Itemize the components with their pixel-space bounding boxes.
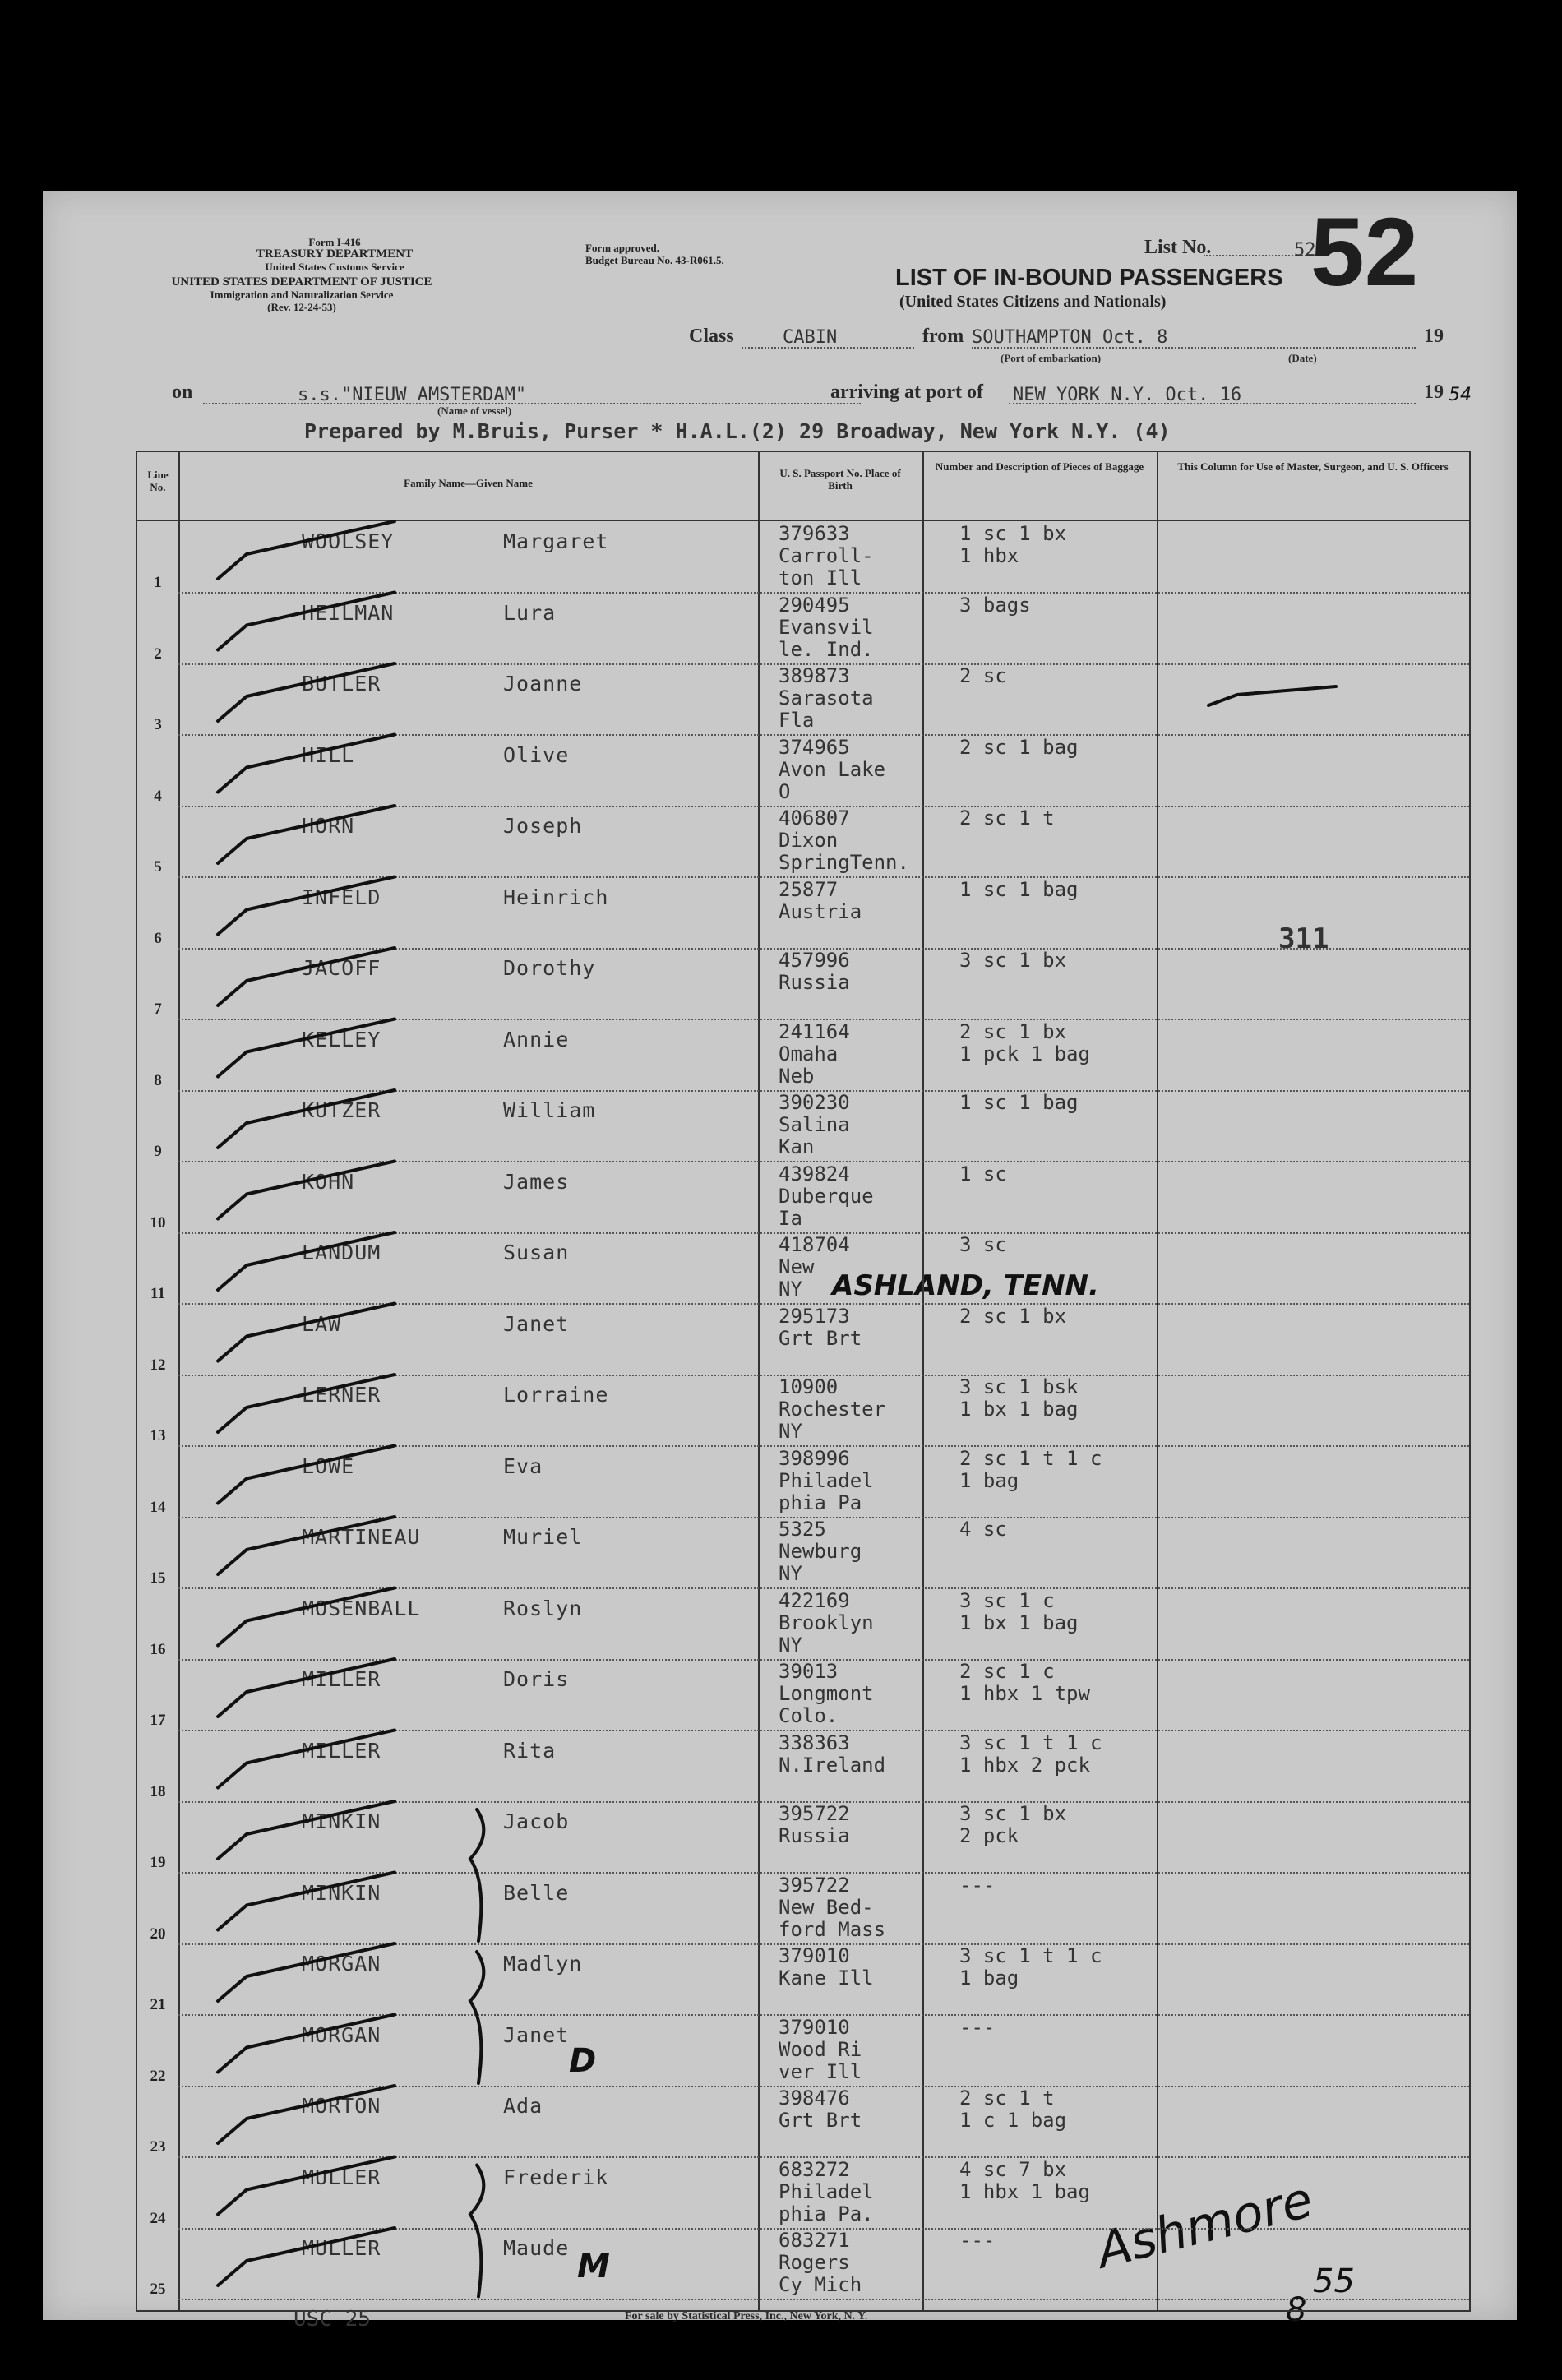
passport-place: 683272 Philadel phia Pa. <box>779 2157 874 2225</box>
line-number: 2 <box>154 645 162 663</box>
baggage: 4 sc <box>959 1518 1007 1541</box>
family-name: KOHN <box>302 1169 355 1194</box>
line-number: 9 <box>154 1143 162 1160</box>
date-sub: (Date) <box>1288 352 1317 364</box>
given-name: Rita <box>503 1738 557 1763</box>
table-row <box>137 594 1469 665</box>
passport-place: 374965 Avon Lake O <box>779 735 886 803</box>
arriving-label: arriving at port of <box>830 381 983 403</box>
baggage: 3 bags <box>959 593 1031 617</box>
revision: (Rev. 12-24-53) <box>267 301 336 313</box>
given-name: Jacob <box>503 1809 570 1833</box>
form-header-left <box>125 236 478 313</box>
family-name: MORGAN <box>302 2022 381 2047</box>
table-row <box>137 1448 1469 1518</box>
family-name: MILLER <box>302 1667 381 1691</box>
family-name: LANDUM <box>302 1241 381 1264</box>
line-number: 24 <box>150 2209 166 2227</box>
baggage: 2 sc <box>959 664 1007 687</box>
passport-place: 406807 Dixon SpringTenn. <box>779 806 909 874</box>
line-number: 3 <box>154 716 162 733</box>
table-row <box>137 1732 1469 1803</box>
baggage: 3 sc 1 bsk 1 bx 1 bag <box>959 1375 1079 1421</box>
passport-place: 418704 New NY <box>779 1233 850 1301</box>
ashland-annotation: ASHLAND, TENN. <box>832 1269 1099 1302</box>
line-number: 13 <box>150 1427 166 1444</box>
year-1: 19 <box>1424 326 1444 347</box>
usc-code: USC 25 <box>293 2307 371 2331</box>
given-name: Belle <box>503 1880 570 1905</box>
line-number: 23 <box>150 2138 166 2156</box>
given-name: Heinrich <box>503 885 609 909</box>
passport-place: 379633 Carroll- ton Ill <box>779 522 874 589</box>
baggage: 3 sc 1 bx 2 pck <box>959 1802 1067 1847</box>
passport-place: 241164 Omaha Neb <box>779 1019 850 1088</box>
line-number: 14 <box>150 1498 166 1516</box>
year-2-handwritten: 54 <box>1449 385 1472 405</box>
printer-note: For sale by Statistical Press, Inc., New York, N. Y. <box>625 2310 868 2322</box>
baggage: 2 sc 1 bag <box>959 735 1079 759</box>
family-name: MINKIN <box>302 1809 381 1833</box>
baggage: 2 sc 1 t <box>959 806 1055 830</box>
passport-place: 290495 Evansvil le. Ind. <box>779 593 874 661</box>
line-number: 15 <box>150 1569 166 1587</box>
baggage: --- <box>959 2229 996 2252</box>
given-name: Roslyn <box>503 1596 583 1620</box>
table-row <box>137 737 1469 807</box>
signature-date: 55 <box>1313 2262 1355 2300</box>
officer-mark: 311 <box>1278 922 1329 955</box>
family-name: HORN <box>302 814 355 838</box>
family-name: LAW <box>302 1311 342 1336</box>
class-value: CABIN <box>783 327 838 348</box>
passport-place: 683271 Rogers Cy Mich <box>779 2229 862 2296</box>
line-number: 21 <box>150 1996 166 2013</box>
passport-place: 5325 Newburg NY <box>779 1518 862 1585</box>
line-number: 10 <box>150 1213 166 1232</box>
line-number: 11 <box>150 1285 165 1302</box>
line-number: 8 <box>154 1071 162 1089</box>
family-name: INFELD <box>302 885 381 909</box>
family-name: MULLER <box>302 2165 381 2189</box>
given-name: Janet <box>503 2022 570 2047</box>
family-name: MULLER <box>302 2236 381 2260</box>
line-number: 17 <box>150 1712 166 1729</box>
passport-place: 39013 Longmont Colo. <box>779 1660 874 1727</box>
family-name: MINKIN <box>302 1880 381 1905</box>
initial-m: M <box>577 2248 610 2285</box>
table-row <box>137 2230 1469 2300</box>
from-value: SOUTHAMPTON Oct. 8 <box>972 327 1168 348</box>
given-name: Madlyn <box>503 1952 583 1976</box>
line-number: 6 <box>154 929 162 947</box>
passport-place: 390230 Salina Kan <box>779 1091 850 1158</box>
family-name: LOWE <box>302 1453 355 1478</box>
passport-place: 398476 Grt Brt <box>779 2087 862 2132</box>
line-number: 12 <box>150 1356 166 1374</box>
from-label: from <box>922 326 964 347</box>
baggage: 1 sc 1 bag <box>959 1091 1079 1114</box>
page-title: LIST OF IN-BOUND PASSENGERS <box>895 265 1283 291</box>
baggage: 3 sc 1 bx <box>959 949 1067 972</box>
given-name: Eva <box>503 1453 543 1478</box>
signature: Ashmore <box>1091 2170 1319 2281</box>
family-name: HEILMAN <box>302 600 395 625</box>
header-name: Family Name—Given Name <box>404 477 533 489</box>
justice-dept: UNITED STATES DEPARTMENT OF JUSTICE <box>171 275 432 289</box>
line-number: 4 <box>154 787 162 805</box>
passport-place: 379010 Kane Ill <box>779 1944 874 1989</box>
budget-bureau: Budget Bureau No. 43-R061.5. <box>585 254 724 266</box>
baggage: 2 sc 1 t 1 c 1 bag <box>959 1446 1102 1492</box>
given-name: Frederik <box>503 2165 609 2189</box>
table-row <box>137 2087 1469 2158</box>
line-number: 19 <box>150 1854 166 1871</box>
passport-place: 398996 Philadel phia Pa <box>779 1446 874 1514</box>
table-row <box>137 1376 1469 1447</box>
baggage: 2 sc 1 bx <box>959 1304 1067 1328</box>
header-line-no: Line No. <box>147 469 169 493</box>
table-row <box>137 1163 1469 1234</box>
page-subtitle: (United States Citizens and Nationals) <box>899 293 1167 311</box>
given-name: Doris <box>503 1667 570 1691</box>
prepared-by: Prepared by M.Bruis, Purser * H.A.L.(2) 29 Broadway, New York N.Y. (4) <box>304 419 1171 443</box>
table-row <box>137 665 1469 736</box>
passport-place: 395722 Russia <box>779 1802 850 1847</box>
given-name: Joanne <box>503 672 583 696</box>
passport-place: 338363 N.Ireland <box>779 1731 886 1777</box>
baggage: --- <box>959 1873 996 1897</box>
table-row <box>137 1021 1469 1092</box>
given-name: Joseph <box>503 814 583 838</box>
passport-place: 395722 New Bed- ford Mass <box>779 1873 886 1941</box>
passport-place: 422169 Brooklyn NY <box>779 1588 874 1657</box>
baggage: 1 sc 1 bag <box>959 877 1079 901</box>
year-2: 19 <box>1424 381 1444 403</box>
passport-place: 389873 Sarasota Fla <box>779 664 874 732</box>
family-name: MORTON <box>302 2094 381 2118</box>
passport-place: 457996 Russia <box>779 949 850 994</box>
line-number: 1 <box>154 574 162 591</box>
given-name: Olive <box>503 742 570 767</box>
from-sub: (Port of embarkation) <box>1001 352 1102 364</box>
header-passport: U. S. Passport No. Place of Birth <box>779 467 901 492</box>
table-row <box>137 1306 1469 1376</box>
baggage: 1 sc 1 bx 1 hbx <box>959 522 1067 567</box>
list-no-typed: 52 <box>1294 240 1316 261</box>
table-row <box>137 1518 1469 1589</box>
given-name: Ada <box>503 2094 543 2118</box>
table-row <box>137 1234 1469 1305</box>
form-number: Form I-416 <box>308 236 361 248</box>
header-officers: This Column for Use of Master, Surgeon, and U. S. Officers <box>1177 460 1449 473</box>
family-name: MILLER <box>302 1738 381 1763</box>
form-approval <box>585 242 724 266</box>
given-name: William <box>503 1098 596 1122</box>
table-row <box>137 879 1469 950</box>
family-name: BUTLER <box>302 672 381 696</box>
line-number: 25 <box>150 2281 166 2298</box>
passenger-table <box>136 451 1471 2312</box>
family-name: MARTINEAU <box>302 1525 421 1549</box>
immigration-service: Immigration and Naturalization Service <box>210 289 394 301</box>
family-name: MOSENBALL <box>302 1596 421 1620</box>
given-name: Dorothy <box>503 956 596 980</box>
baggage: 2 sc 1 t 1 c 1 bag <box>959 2087 1067 2132</box>
baggage: 3 sc 1 c 1 bx 1 bag <box>959 1588 1079 1634</box>
table-row <box>137 2017 1469 2087</box>
line-number: 7 <box>154 1001 162 1018</box>
vessel-sub: (Name of vessel) <box>437 404 512 417</box>
family-name: LERNER <box>302 1383 381 1407</box>
family-name: KUTZER <box>302 1098 381 1122</box>
passport-place: 379010 Wood Ri ver Ill <box>779 2015 862 2083</box>
table-row <box>137 950 1469 1020</box>
family-name: HILL <box>302 742 355 767</box>
class-label: Class <box>689 326 734 347</box>
customs-service: United States Customs Service <box>265 261 404 273</box>
baggage: 2 sc 1 c 1 hbx 1 tpw <box>959 1660 1090 1705</box>
baggage: 2 sc 1 bx 1 pck 1 bag <box>959 1019 1090 1065</box>
table-row <box>137 1803 1469 1874</box>
table-row <box>137 523 1469 594</box>
table-row <box>137 807 1469 878</box>
given-name: James <box>503 1169 570 1194</box>
list-no-label: List No. <box>1144 237 1212 258</box>
passport-place: 295173 Grt Brt <box>779 1304 862 1350</box>
approved-text: Form approved. <box>585 242 660 254</box>
given-name: Lura <box>503 600 557 625</box>
baggage: 3 sc 1 t 1 c 1 bag <box>959 1944 1102 1989</box>
passport-place: 25877 Austria <box>779 877 862 923</box>
table-row <box>137 1590 1469 1661</box>
baggage: --- <box>959 2015 996 2039</box>
given-name: Muriel <box>503 1525 583 1549</box>
line-number: 22 <box>150 2067 166 2085</box>
line-number: 16 <box>150 1640 166 1658</box>
vessel-name: s.s."NIEUW AMSTERDAM" <box>298 385 527 405</box>
table-row <box>137 1874 1469 1945</box>
header-baggage: Number and Description of Pieces of Baggage <box>935 460 1144 473</box>
on-label: on <box>172 381 193 403</box>
line-number: 18 <box>150 1782 166 1800</box>
given-name: Annie <box>503 1027 570 1051</box>
family-name: KELLEY <box>302 1027 381 1051</box>
signature-date-2: 8 <box>1286 2291 1307 2329</box>
baggage: 3 sc <box>959 1233 1007 1256</box>
given-name: Maude <box>503 2236 570 2260</box>
given-name: Lorraine <box>503 1383 609 1407</box>
initial-d: D <box>569 2042 597 2080</box>
line-number: 20 <box>150 1925 166 1943</box>
line-number: 5 <box>154 858 162 876</box>
table-row <box>137 1092 1469 1162</box>
list-no-stamp: 52 <box>1310 198 1419 307</box>
baggage: 4 sc 7 bx 1 hbx 1 bag <box>959 2157 1090 2203</box>
baggage: 3 sc 1 t 1 c 1 hbx 2 pck <box>959 1731 1102 1777</box>
table-row <box>137 1661 1469 1731</box>
arriving-value: NEW YORK N.Y. Oct. 16 <box>1013 385 1242 405</box>
given-name: Susan <box>503 1241 570 1264</box>
table-row <box>137 2159 1469 2230</box>
family-name: WOOLSEY <box>302 529 395 553</box>
family-name: JACOFF <box>302 956 381 980</box>
given-name: Margaret <box>503 529 609 553</box>
department: TREASURY DEPARTMENT <box>256 247 414 261</box>
passport-place: 10900 Rochester NY <box>779 1375 886 1443</box>
passport-place: 439824 Duberque Ia <box>779 1162 874 1230</box>
family-name: MORGAN <box>302 1952 381 1976</box>
table-row <box>137 1945 1469 2016</box>
given-name: Janet <box>503 1311 570 1336</box>
baggage: 1 sc <box>959 1162 1007 1185</box>
